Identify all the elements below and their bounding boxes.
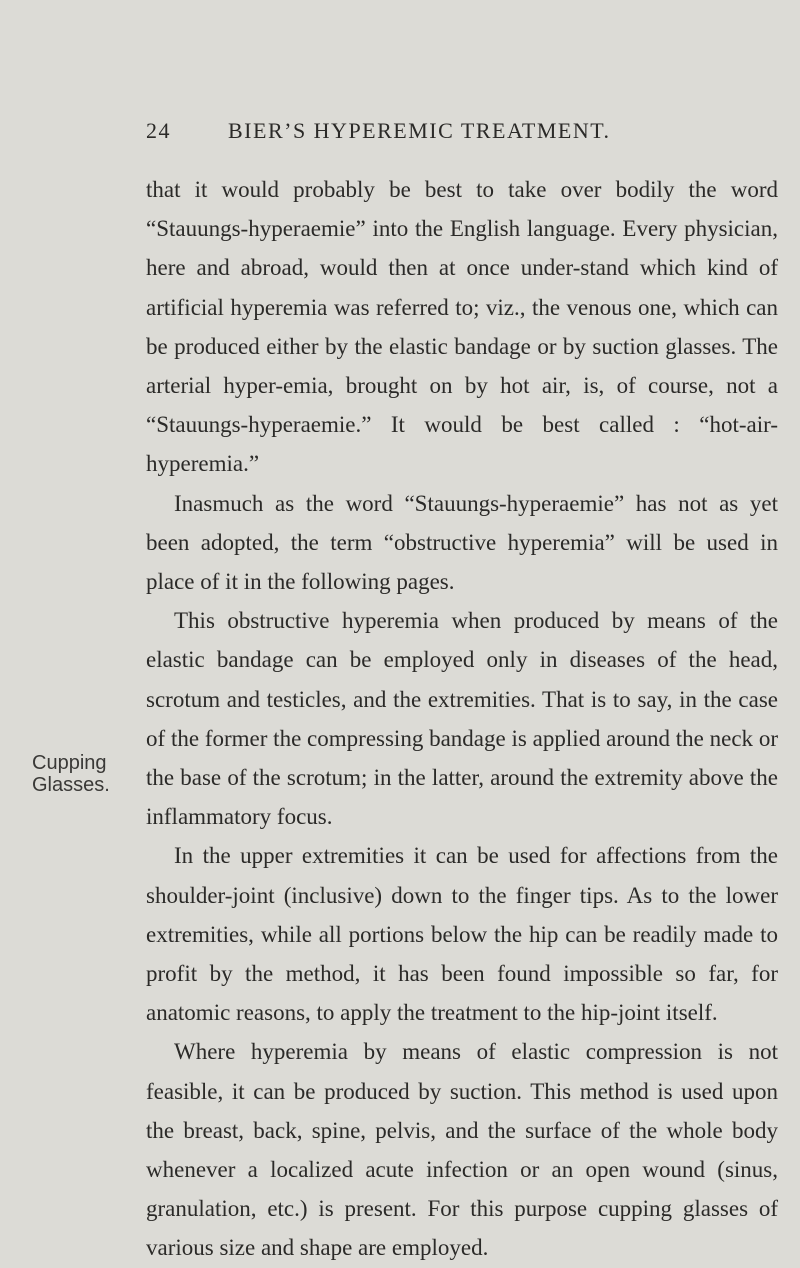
paragraph: Where hyperemia by means of elastic compression is not feasible, it can be produced by suction. This method is used upon the breast, back, spine, pelvis, and the surface of the whole body whenever a localized acute infection or an open wound (sinus, granulation, etc.) is present. For this purpose cupping glasses of various size and shape are employed. — [146, 1039, 778, 1261]
running-title: BIER’S HYPEREMIC TREATMENT. — [228, 118, 611, 143]
page-number: 24 — [146, 118, 171, 143]
paragraph: that it would probably be best to take over bodily the word “Stauungs-hyperaemie” into the English language. Every physician, here and abroad, would then at once under-stand which kind of artificial hyperemia was referred to; viz., the venous one, which can be produced either by the elastic bandage or by suction glasses. The arterial hyper-emia, brought on by hot air, is, of course, not a “Stauungs-hyperaemie.” It would be best called : “hot-air-hyperemia.” — [146, 177, 778, 477]
running-header — [146, 118, 776, 144]
body-text — [146, 170, 778, 1268]
paragraph: This obstructive hyperemia when produced by means of the elastic bandage can be employed only in diseases of the head, scrotum and testicles, and the extremities. That is to say, in the case of the former the compressing bandage is applied around the neck or the base of the scrotum; in the latter, around the extremity above the inflammatory focus. — [146, 608, 778, 830]
margin-note-line: Glasses. — [32, 774, 110, 796]
margin-note-line: Cupping — [32, 752, 107, 774]
paragraph: In the upper extremities it can be used for affections from the shoulder-joint (inclusive) down to the finger tips. As to the lower extremities, while all portions below the hip can be readily made to profit by the method, it has been found impossible so far, for anatomic reasons, to apply the treatment to the hip-joint itself. — [146, 843, 778, 1026]
margin-note — [32, 752, 110, 796]
paragraph: Inasmuch as the word “Stauungs-hyperaemie” has not as yet been adopted, the term “obstructive hyperemia” will be used in place of it in the following pages. — [146, 490, 778, 595]
